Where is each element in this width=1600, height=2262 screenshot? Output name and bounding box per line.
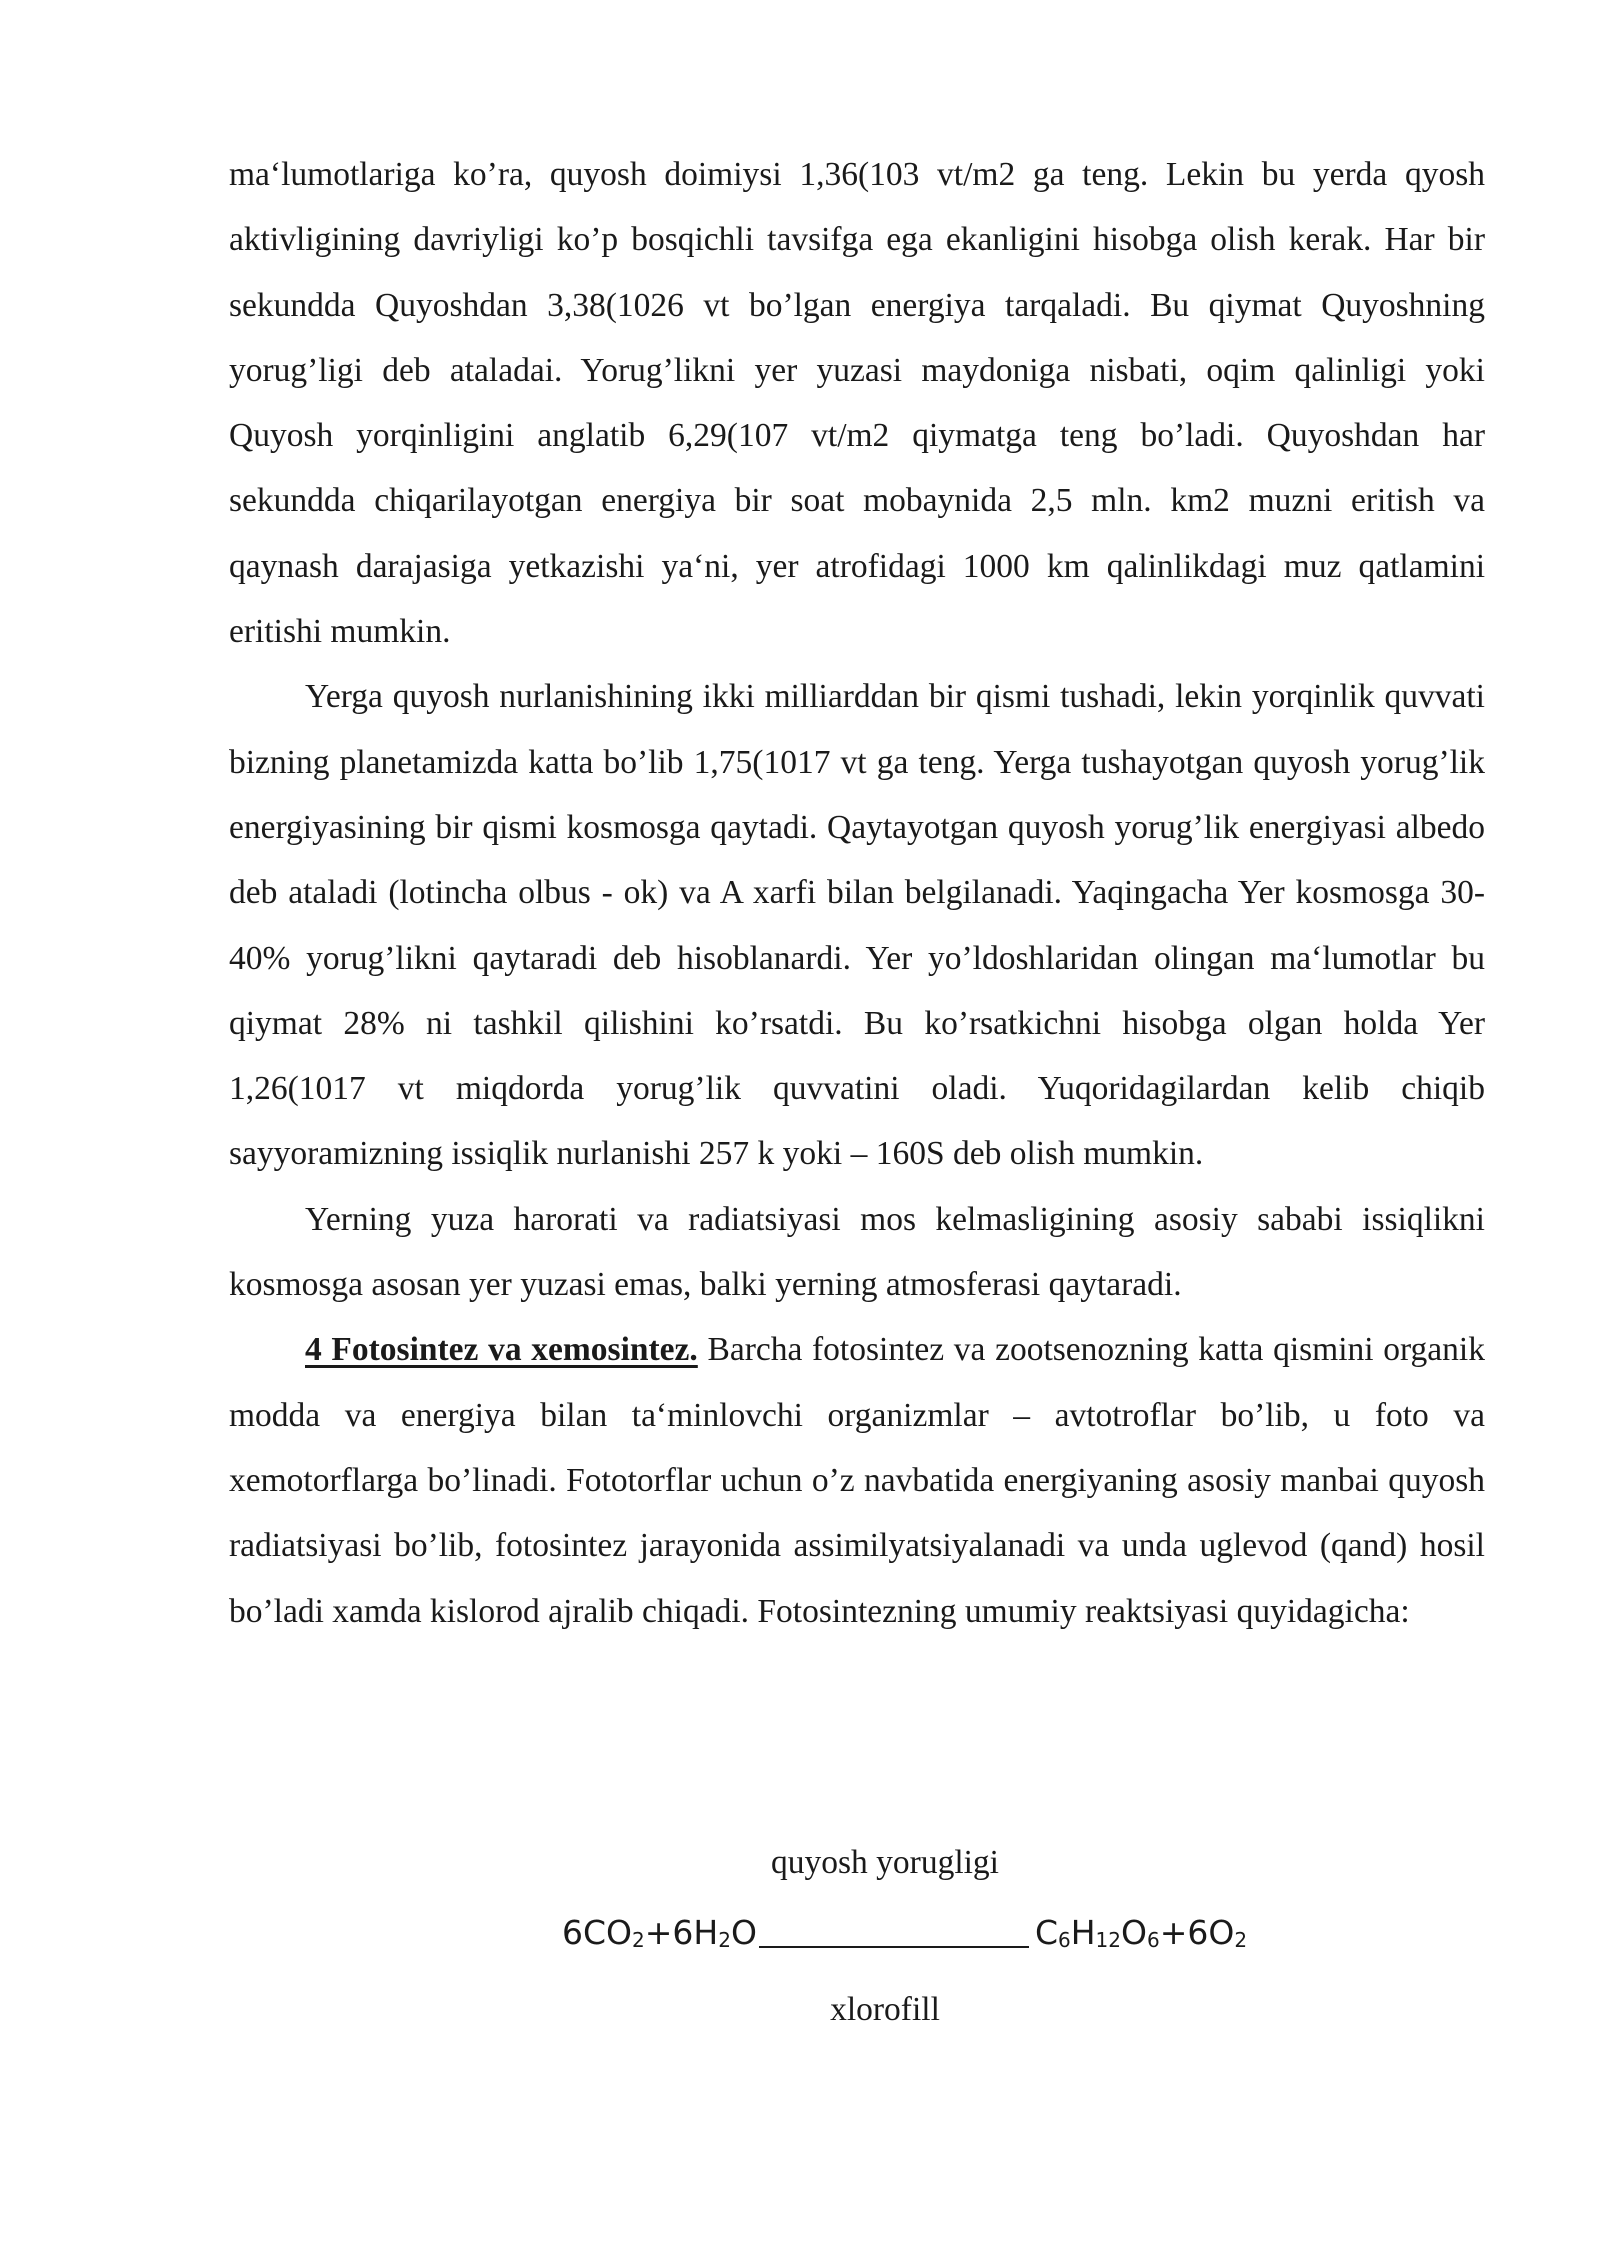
section-heading: 4 Fotosintez va xemosintez. xyxy=(305,1331,698,1369)
subscript: 6 xyxy=(1146,1928,1160,1952)
reaction-arrow-line xyxy=(759,1916,1029,1948)
subscript: 12 xyxy=(1095,1928,1121,1952)
paragraph-3: Yerning yuza harorati va radiatsiyasi mos kelmasligining asosiy sababi issiqlikni kosmosga asosan yer yuzasi emas, balki yerning atmosferasi qaytaradi. xyxy=(229,1200,1485,1304)
reactant-h2o-tail: O xyxy=(730,1913,757,1952)
paragraph-4 xyxy=(229,1317,1485,1643)
paragraph-1: ma‘lumotlariga ko’ra, quyosh doimiysi 1,36(103 vt/m2 ga teng. Lekin bu yerda qyosh aktivligining davriyligi ko’p bosqichli tavsifga ega ekanligini hisobga olish kerak. Har bir sekundda Quyoshdan 3,38(1026 vt bo’lgan energiya tarqaladi. Bu qiymat Quyoshning yorug’ligi deb ataladai. Yorug’likni yer yuzasi maydoniga nisbati, oqim qalinligi yoki Quyosh yorqinligini anglatib 6,29(107 vt/m2 qiymatga teng bo’ladi. Quyoshdan har sekundda chiqarilayotgan energiya bir soat mobaynida 2,5 mln. km2 muzni eritish va qaynash darajasiga yetkazishi ya‘ni, yer atrofidagi 1000 km qalinlikdagi muz qatlamini eritishi mumkin. xyxy=(229,156,1485,651)
reaction-condition-above: quyosh yorugligi xyxy=(771,1844,999,1881)
reactant-h2o: +6H xyxy=(644,1913,719,1952)
subscript: 2 xyxy=(1234,1928,1248,1952)
product-glucose-h: H xyxy=(1070,1913,1096,1952)
product-glucose: C xyxy=(1034,1913,1058,1952)
subscript: 6 xyxy=(1057,1928,1071,1952)
section-text: Barcha fotosintez va zootsenozning katta qismini organik modda va energiya bilan ta‘minlovchi organizmlar – avtotroflar bo’lib, u foto va xemotorflarga bo’linadi. Fototorflar uchun o’z navbatida energiyaning asosiy manbai quyosh radiatsiyasi bo’lib, fotosintez jarayonida assimilyatsiyalanadi va unda uglevod (qand) hosil bo’ladi xamda kislorod ajralib chiqadi. Fotosintezning umumiy reaktsiyasi quyidagicha: xyxy=(229,1331,1485,1630)
subscript: 2 xyxy=(632,1928,645,1952)
product-oxygen: +6O xyxy=(1159,1913,1235,1952)
reaction-condition-below: xlorofill xyxy=(830,1991,940,2028)
paragraph-2: Yerga quyosh nurlanishining ikki milliarddan bir qismi tushadi, lekin yorqinlik quvvati bizning planetamizda katta bo’lib 1,75(1017 vt ga teng. Yerga tushayotgan quyosh yorug’lik energiyasining bir qismi kosmosga qaytadi. Qaytayotgan quyosh yorug’lik energiyasi albedo deb ataladi (lotincha olbus - ok) va A xarfi bilan belgilanadi. Yaqingacha Yer kosmosga 30-40% yorug’likni qaytaradi deb hisoblanardi. Yer yo’ldoshlaridan olingan ma‘lumotlar bu qiymat 28% ni tashkil qilishini ko’rsatdi. Bu ko’rsatkichni hisobga olgan holda Yer 1,26(1017 vt miqdorda yorug’lik quvvatini oladi. Yuqoridagilardan kelib chiqib sayyoramizning issiqlik nurlanishi 257 k yoki – 160S deb olish mumkin. xyxy=(229,678,1485,1173)
photosynthesis-equation xyxy=(562,1908,1247,1965)
subscript: 2 xyxy=(718,1928,731,1952)
product-glucose-o: O xyxy=(1121,1913,1147,1952)
reactant-co2: 6CO xyxy=(562,1913,633,1952)
body-text xyxy=(229,142,1485,1644)
